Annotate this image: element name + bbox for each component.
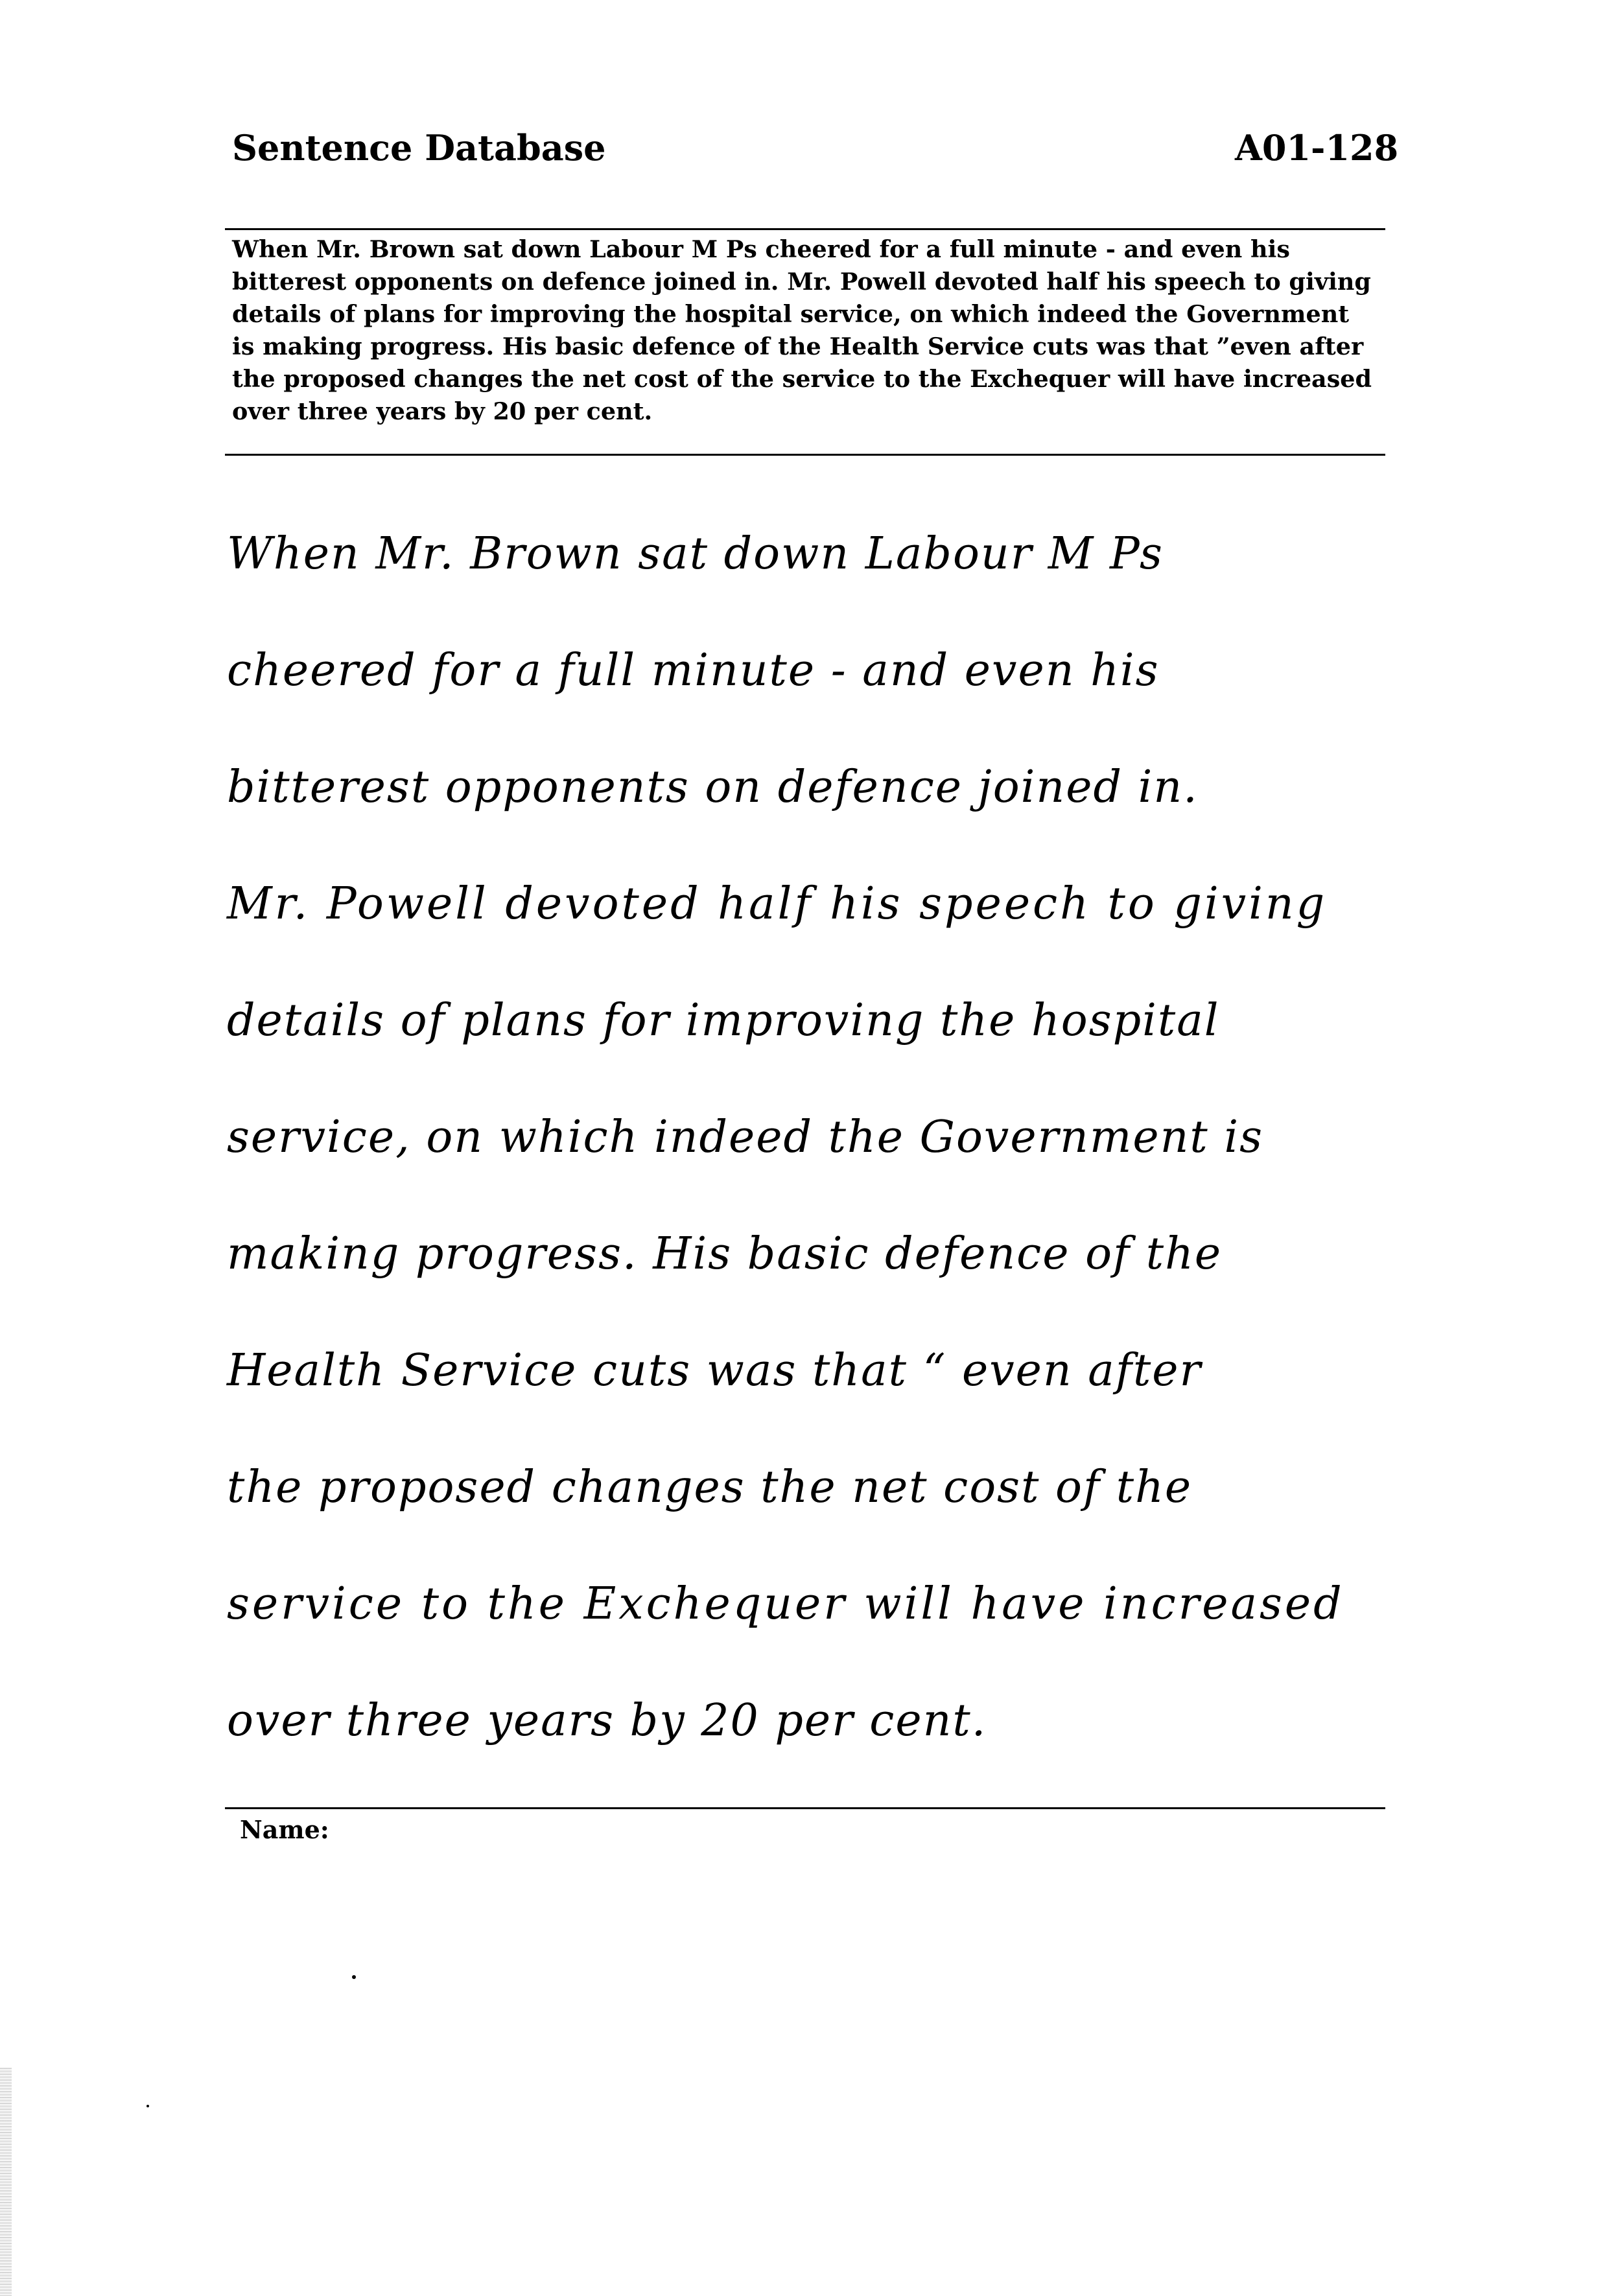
form-id: A01-128 [1235, 127, 1399, 169]
bottom-rule [225, 1807, 1385, 1809]
ink-speck [352, 1975, 356, 1979]
database-title: Sentence Database [232, 127, 606, 169]
scan-edge-noise [0, 2068, 12, 2296]
top-rule [225, 228, 1385, 230]
printed-line: over three years by 20 per cent. [232, 397, 653, 425]
printed-sentence-block [232, 233, 1386, 428]
printed-line: is making progress. His basic defence of the Health Service cuts was that ”even after [232, 333, 1364, 360]
printed-line: the proposed changes the net cost of the service to the Exchequer will have increased [232, 365, 1372, 393]
handwritten-line: making progress. His basic defence of the [227, 1228, 1223, 1280]
handwritten-line: When Mr. Brown sat down Labour M Ps [227, 528, 1164, 580]
printed-line: bitterest opponents on defence joined in. Mr. Powell devoted half his speech to giving [232, 268, 1371, 296]
handwritten-line: Health Service cuts was that “ even after [227, 1345, 1202, 1396]
handwritten-line: cheered for a full minute - and even his [227, 645, 1160, 696]
handwritten-line: service, on which indeed the Government is [227, 1112, 1263, 1163]
handwritten-line: bitterest opponents on defence joined in. [227, 762, 1199, 813]
handwritten-line: service to the Exchequer will have increased [227, 1578, 1344, 1630]
handwritten-line: Mr. Powell devoted half his speech to giving [227, 878, 1328, 930]
handwritten-line: over three years by 20 per cent. [227, 1695, 987, 1746]
printed-line: details of plans for improving the hospital service, on which indeed the Government [232, 300, 1350, 328]
printed-line: When Mr. Brown sat down Labour M Ps cheered for a full minute - and even his [232, 235, 1290, 263]
handwritten-line: the proposed changes the net cost of the [227, 1462, 1193, 1513]
handwritten-line: details of plans for improving the hospital [227, 995, 1220, 1046]
handwritten-text-block [227, 519, 1523, 1802]
middle-rule [225, 454, 1385, 456]
ink-speck [147, 2105, 149, 2107]
name-label: Name: [240, 1815, 329, 1844]
